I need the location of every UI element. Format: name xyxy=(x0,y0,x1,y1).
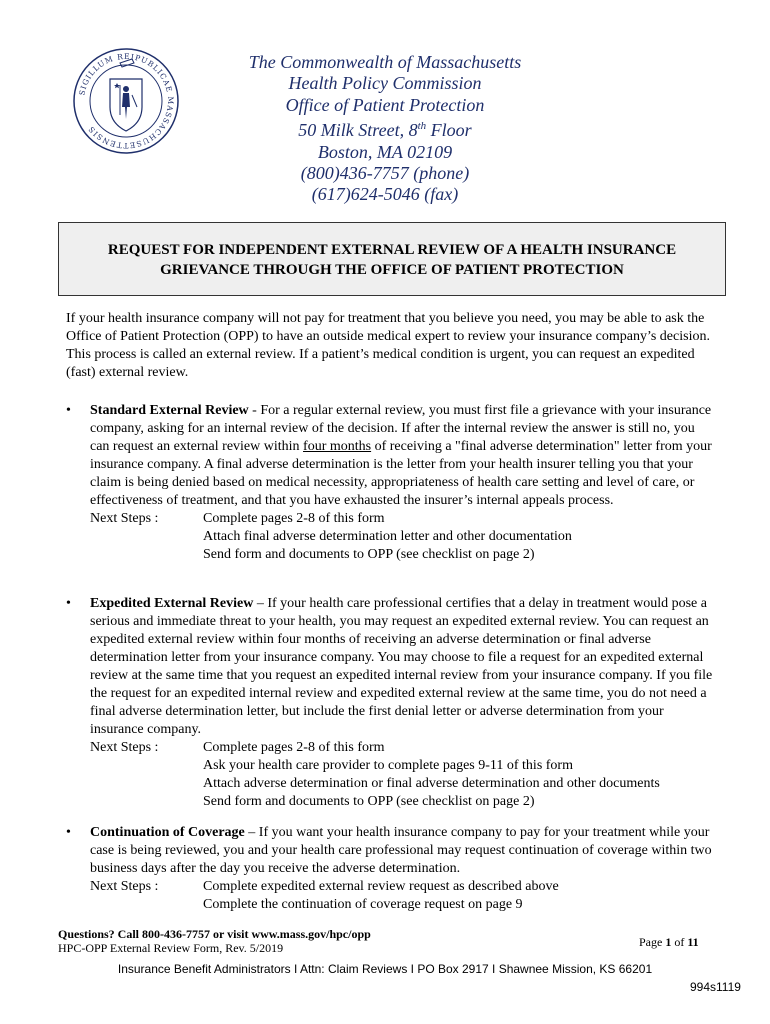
expedited-review-heading: Expedited External Review xyxy=(90,596,254,611)
letterhead-fax: (617)624-5046 (fax) xyxy=(311,184,459,205)
bullet-continuation-coverage xyxy=(66,824,716,914)
standard-review-text: Standard External Review - For a regular external review, you must first file a grievance with your insurance company, asking for an internal review of the decision. If after the internal review the answer is still no, you can request an external review within four months of receiving a "final adverse determination" letter from your insurance company. A final adverse determination is the letter from your health insurer telling you that your claim is being denied based on medical necessity, appropriateness of health care setting and level of care, or effectiveness of treatment, and that you have exhausted the insurer’s internal appeals process. xyxy=(90,403,712,508)
next-steps-label: Next Steps : xyxy=(90,740,159,755)
step-item: Complete pages 2-8 of this form xyxy=(203,740,385,755)
massachusetts-seal-logo xyxy=(70,45,182,157)
next-steps-label: Next Steps : xyxy=(90,879,159,894)
step-item: Ask your health care provider to complete pages 9-11 of this form xyxy=(203,758,573,773)
page-total: 11 xyxy=(687,935,699,949)
letterhead-office: Office of Patient Protection xyxy=(285,94,485,115)
step-item: Send form and documents to OPP (see checklist on page 2) xyxy=(203,794,535,809)
letterhead-city: Boston, MA 02109 xyxy=(317,141,453,162)
next-steps-label: Next Steps : xyxy=(90,511,159,526)
continuation-next-steps xyxy=(90,878,716,914)
intro-paragraph: If your health insurance company will not pay for treatment that you believe you need, you may be able to ask the Office of Patient Protection (OPP) to have an outside medical expert to review your insurance company’s decision. This process is called an external review. If a patient’s medical condition is urgent, you can request an expedited (fast) external review. xyxy=(66,311,710,380)
step-item: Send form and documents to OPP (see checklist on page 2) xyxy=(203,547,535,562)
expedited-next-steps xyxy=(90,739,716,811)
standard-review-heading: Standard External Review xyxy=(90,403,249,418)
step-item: Complete pages 2-8 of this form xyxy=(203,511,385,526)
letterhead-commission: Health Policy Commission xyxy=(288,73,482,94)
bullet-dot: • xyxy=(66,825,71,840)
bullet-dot: • xyxy=(66,403,71,418)
bullet-expedited-review xyxy=(66,595,716,811)
mailing-address-line: Insurance Benefit Administrators I Attn: Claim Reviews I PO Box 2917 I Shawnee Mission, KS 66201 xyxy=(117,962,653,976)
bullet-standard-review xyxy=(66,402,716,564)
step-item: Attach final adverse determination letter and other documentation xyxy=(203,529,572,544)
form-title-box xyxy=(58,222,726,296)
letterhead-street: 50 Milk Street, 8th Floor xyxy=(298,120,472,141)
form-title-line-2: GRIEVANCE THROUGH THE OFFICE OF PATIENT PROTECTION xyxy=(160,262,624,278)
continuation-heading: Continuation of Coverage xyxy=(90,825,245,840)
page-current: 1 xyxy=(665,935,672,949)
footer-form-id: HPC-OPP External Review Form, Rev. 5/2019 xyxy=(58,941,284,955)
form-title-line-1: REQUEST FOR INDEPENDENT EXTERNAL REVIEW OF A HEALTH INSURANCE xyxy=(107,242,677,258)
page-number: Page 1 of 11 xyxy=(639,935,699,949)
bullet-dot: • xyxy=(66,596,71,611)
footer-questions: Questions? Call 800-436-7757 or visit www.mass.gov/hpc/opp xyxy=(58,927,371,941)
standard-next-steps xyxy=(90,510,716,564)
page-footer xyxy=(58,927,726,955)
step-item: Complete the continuation of coverage request on page 9 xyxy=(203,897,523,912)
letterhead-phone: (800)436-7757 (phone) xyxy=(300,163,470,184)
expedited-review-text: Expedited External Review – If your health care professional certifies that a delay in treatment would pose a serious and immediate threat to your health, you may request an expedited external review. You can request an expedited external review within four months of receiving an adverse determination or final adverse determination letter from your insurance company. You may choose to file a request for an expedited external review at the same time that you request an expedited internal review from your insurance company. If you file the request for an expedited internal review and expedited external review at the same time, you do not need a final adverse determination letter, but include the first denial letter or adverse determination from your insurance company. xyxy=(90,596,713,737)
four-months-underlined: four months xyxy=(303,439,372,454)
continuation-text: Continuation of Coverage – If you want your health insurance company to pay for your treatment while your case is being reviewed, you and your health care professional may request continuation of coverage within two business days after the day you receive the adverse determination. xyxy=(90,825,712,876)
step-item: Attach adverse determination or final adverse determination and other documents xyxy=(203,776,660,791)
svg-text:SIGILLUM REIPUBLICAE MASSACHUS: SIGILLUM REIPUBLICAE MASSACHUSETTENSIS xyxy=(77,51,176,151)
letterhead xyxy=(200,52,570,206)
document-code: 994s1119 xyxy=(690,980,741,994)
letterhead-commonwealth: The Commonwealth of Massachusetts xyxy=(248,52,522,72)
step-item: Complete expedited external review request as described above xyxy=(203,879,559,894)
